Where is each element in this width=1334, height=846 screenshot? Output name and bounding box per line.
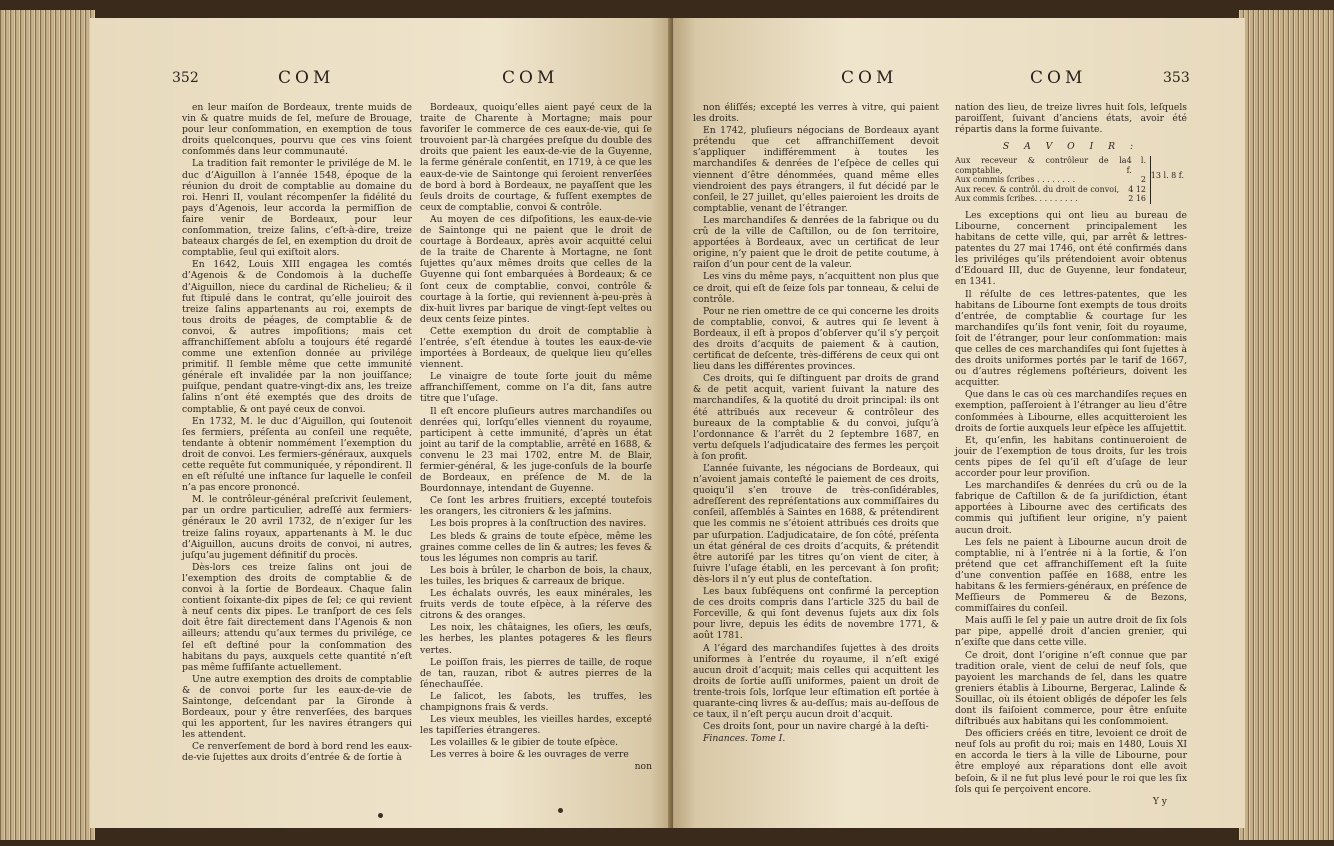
paragraph: Les ſels ne paient à Libourne aucun droit de comptablie, ni à l’entrée ni à la ſortie, & l’on prétend que cet affranchiſſement eſt la ſuite d’une convention paſſée en 1688, entre les habitans & les fermiers-généraux, en préſence de Meſſieurs de Pommereu & de Bezons, commiſſaires du conſeil.: [955, 536, 1187, 615]
paragraph: Les bois à brûler, le charbon de bois, la chaux, les tuiles, les briques & carreaux de brique.: [420, 564, 652, 587]
paragraph: Que dans le cas où ces marchandiſes reçues en exemption, paſſeroient à l’étranger au lieu d’être conſommées à Libourne, elles acquitteroient les droits de ſortie auxquels leur eſpèce les aſſujettit.: [955, 389, 1187, 434]
paragraph: Dès-lors ces treize ſalins ont joui de l’exemption des droits de comptablie & de convoi à la ſortie de Bordeaux. Chaque ſalin contient ſoixante-dix pipes de ſel; ce qui revient à neuf cents dix pipes. Le tranſport de ces ſels doit être fait directement dans l’Agenois & non ailleurs; attendu qu’aux termes du privilége, ce ſel eſt deſtiné pour la conſommation des habitans du pays, auxquels cette quantité n’eſt pas même ſuffiſante actuellement.: [182, 561, 412, 673]
paragraph: En 1642, Louis XIII engagea les comtés d’Agenois & de Condomois à la ducheſſe d’Aiguillon, niece du cardinal de Richelieu; & il fut ſtipulé dans le contrat, qu’elle jouiroit des treize ſalins appartenants au roi, exempts de tous droits de péages, de comptablie & de convoi, & autres impoſitions; mais cet affranchiſſement abſolu a toujours été regardé comme une extenſion donnée au privilége primitif. Il ſemble même que cette immunité générale eſt invalidée par la non jouiſſance; puiſque, pendant quatre-vingt-dix ans, les treize ſalins n’ont été exemptés que des droits de comptablie, & ont payé ceux de convoi.: [182, 259, 412, 415]
page-number-left: 352: [172, 70, 199, 86]
page-mark-dot: [558, 808, 563, 813]
paragraph: Et, qu’enfin, les habitans continueroient de jouir de l’exemption de tous droits, ſur les trois cents pipes de ſel qu’il eſt d’uſage de leur accorder pour leur proviſion.: [955, 434, 1187, 480]
fee-label: Aux recev. & contrôl. du droit de convoi,: [955, 184, 1120, 194]
fee-label: Aux commis ſcribes. . . . . . . . .: [955, 194, 1078, 204]
paragraph: Les marchandiſes & denrées du crû ou de la fabrique de Caſtillon & de ſa juriſdiction, étant apportées à Libourne avec des certificats des commis qui juſtifient leur origine, n’y paient aucun droit.: [955, 480, 1187, 536]
running-head-right-2: COM: [1030, 68, 1087, 88]
paragraph: Le ſalicot, les ſabots, les truffes, les champignons frais & verds.: [420, 690, 652, 713]
fee-row: [955, 175, 1146, 185]
catchword: non: [634, 761, 652, 773]
paragraph: Le poiſſon frais, les pierres de taille, de roque de tan, rauzan, ribot & autres pierres de la ſénechauſſée.: [420, 656, 652, 690]
running-head-left-2: COM: [502, 68, 559, 88]
paragraph: Ce renverſement de bord à bord rend les eaux-de-vie ſujettes aux droits d’entrée & de ſortie à: [182, 741, 412, 764]
page-mark-dot: [378, 813, 383, 818]
paragraph: Les bois propres à la conſtruction des navires.: [430, 518, 647, 530]
paragraph: Au moyen de ces diſpoſitions, les eaux-de-vie de Saintonge qui ne paient que le droit de courtage à Bordeaux, après avoir acquitté celui de la traite de Charente à Mortagne, ne ſont ſujettes qu’aux mêmes droits que celles de la Guyenne qui ſont embarquées à Bordeaux; & ce ſont ceux de comptablie, convoi, contrôle & courtage à la ſortie, qui reviennent à-peu-près à dix-huit livres par barique de vingt-ſept veltes ou deux cents ſeize pintes.: [420, 213, 652, 325]
fee-row: [955, 156, 1146, 175]
right-page-edges: [1239, 10, 1334, 840]
paragraph: Il eſt encore pluſieurs autres marchandiſes ou denrées qui, lorſqu’elles viennent du royaume, participent à cette immunité, d’après un état joint au tarif de la comptablie, arrêté en 1688, & convenu le 23 mai 1702, entre M. de Blair, fermier-général, & les juge-conſuls de la bourſe de Bordeaux, en préſence de M. de la Bourdonnaye, intendant de Guyenne.: [420, 405, 652, 495]
paragraph: Il réſulte de ces lettres-patentes, que les habitans de Libourne ſont exempts de tous droits d’entrée, de comptablie & courtage ſur les marchandiſes qu’ils font venir, ſoit du royaume, ſoit de l’étranger, pour leur conſommation: mais que celles de ces marchandiſes qui ſont ſujettes à des droits uniformes portés par le tarif de 1667, ou d’autres réglemens poſtérieurs, doivent les acquitter.: [955, 288, 1187, 389]
paragraph: Les bleds & grains de toute eſpèce, même les graines comme celles de lin & autres; les feves & tous les légumes non compris au tarif.: [420, 530, 652, 564]
paragraph: Ce ſont les arbres fruitiers, excepté toutefois les orangers, les citroniers & les jaſmins.: [420, 495, 652, 518]
paragraph: A l’égard des marchandiſes ſujettes à des droits uniformes à l’entrée du royaume, il n’eſt exigé aucun droit d’acquit; mais celles qui acquittent les droits de ſortie auſſi uniformes, paient un droit de trente-trois ſols, lorſque leur eſtimation eſt portée à quarante-cinq livres & au-deſſus; mais au-deſſous de ce taux, il n’eſt perçu aucun droit d’acquit.: [693, 642, 939, 721]
paragraph: Des officiers créés en titre, levoient ce droit de neuf ſols au profit du roi; mais en 1480, Louis XI en accorda le tiers à la ville de Libourne, pour être employé aux réparations dont elle avoit beſoin, & il ne fut plus levé pour le roi que les ſix ſols qui ſe perçoivent encore.: [955, 728, 1187, 795]
fee-value: 4 12: [1128, 184, 1146, 194]
paragraph: Les exceptions qui ont lieu au bureau de Libourne, concernent principalement les habitans de cette ville, qui, par arrêt & lettres-patentes du 27 mai 1746, ont été confirmés dans les priviléges qu’ils prétendoient avoir obtenus d’Edouard III, duc de Guyenne, leur fondateur, en 1341.: [955, 209, 1187, 288]
fee-value: 2: [1140, 175, 1146, 185]
left-page-column-1: [182, 102, 412, 765]
paragraph: Les marchandiſes & denrées de la fabrique ou du crû de la ville de Caſtillon, ou de ſon territoire, apportées à Bordeaux, avec un certificat de leur origine, n’y paient que le droit de petite coutume, à raiſon d’un pour cent de la valeur.: [693, 214, 939, 271]
fee-value: 4 l. f.: [1126, 156, 1146, 175]
paragraph: Les baux ſubſéquens ont confirmé la perception de ces droits compris dans l’article 325 du bail de Forceville, & qui ſont devenus ſujets aux dix ſols pour livre, depuis les édits de novembre 1771, & août 1781.: [693, 586, 939, 642]
paragraph: En 1742, pluſieurs négocians de Bordeaux ayant prétendu que cet affranchiſſement devoit s’appliquer indifféremment à toutes les marchandiſes & denrées de l’eſpèce de celles qui viennent d’être dénommées, quand même elles viendroient des pays étrangers, il fut décidé par le conſeil, le 27 juillet, qu’elles paieroient les droits de comptablie, venant de l’étranger.: [693, 125, 939, 214]
paragraph: nation des lieu, de treize livres huit ſols, leſquels paroiſſent, ſuivant d’anciens états, avoir été répartis dans la forme ſuivante.: [955, 102, 1187, 136]
running-head-left-1: COM: [278, 68, 335, 88]
fee-row: [955, 185, 1146, 195]
left-page: [90, 18, 673, 828]
paragraph: Les vieux meubles, les vieilles hardes, excepté les tapiſſeries étrangeres.: [420, 714, 652, 737]
fee-table: [955, 156, 1184, 204]
paragraph: Les noix, les châtaignes, les oſiers, les œufs, les herbes, les plantes potageres & les fleurs vertes.: [420, 622, 652, 656]
paragraph: Une autre exemption des droits de comptablie & de convoi porte ſur les eaux-de-vie de Saintonge, deſcendant par la Gironde à Bordeaux, pour y être renverſées, des barques qui les apportent, ſur les navires étrangers qui les attendent.: [182, 673, 412, 741]
page-number-right: 353: [1163, 70, 1190, 86]
paragraph: Mais auſſi le ſel y paie un autre droit de ſix ſols par pipe, appellé droit d’ancien grenier, qui n’exiſte que dans cette ville.: [955, 615, 1187, 649]
savoir-heading: S A V O I R :: [1002, 141, 1140, 153]
paragraph: Les verres à boire & les ouvrages de verre: [430, 749, 629, 761]
footer-signature-line: Finances. Tome I.: [703, 733, 786, 745]
paragraph: Le vinaigre de toute ſorte jouit du même affranchiſſement, comme on l’a dit, ſans autre titre que l’uſage.: [420, 371, 652, 405]
fee-total: 13 l. 8 f.: [1150, 171, 1184, 181]
right-page-column-1: [693, 102, 939, 744]
right-page-column-2: [955, 102, 1187, 807]
fee-value: 2 16: [1128, 194, 1146, 204]
fee-label: Aux receveur & contrôleur de la comptablie,: [955, 156, 1127, 175]
paragraph: Les volailles & le gibier de toute eſpèce.: [430, 737, 619, 749]
paragraph: non éliſſés; excepté les verres à vitre, qui paient les droits.: [693, 102, 939, 125]
left-page-edges: [0, 10, 95, 840]
paragraph: L’année ſuivante, les négocians de Bordeaux, qui n’avoient jamais conteſté le paiement de ces droits, quoiqu’il s’en trouve de très-conſidérables, adreſſerent des repréſentations aux commiſſaires du conſeil, aſſemblés à Saintes en 1688, & prétendirent que les commis ne s’étoient attribués ces droits que par uſurpation. L’adjudicataire, de ſon côté, préſenta un état général de ces droits d’acquits, & prétendit être autoriſé par les titres qu’on vient de citer, à ſuivre l’uſage établi, en les percevant à ſon profit; dès-lors il n’y eut plus de conteſtation.: [693, 463, 939, 585]
running-head-right-1: COM: [841, 68, 898, 88]
paragraph: en leur maiſon de Bordeaux, trente muids de vin & quatre muids de ſel, meſure de Brouage, pour leur conſommation, en exemption de tous droits quelconques, pourvu que ces vins ſoient conſommés dans leur communauté.: [182, 102, 412, 158]
paragraph: Cette exemption du droit de comptablie à l’entrée, s’eſt étendue à toutes les eaux-de-vie importées à Bordeaux, de quelque lieu qu’elles viennent.: [420, 325, 652, 371]
paragraph: Ces droits ſont, pour un navire chargé à la deſti-: [703, 721, 929, 733]
paragraph: M. le contrôleur-général preſcrivit ſeulement, par un ordre particulier, adreſſé aux fermiers-généraux le 20 avril 1732, de n’exiger ſur les treize ſalins royaux, appartenants à M. le duc d’Aiguillon, aucuns droits de convoi, ni autres, juſqu’au jugement définitif du procès.: [182, 494, 412, 561]
signature-mark: Y y: [1152, 795, 1167, 807]
paragraph: Pour ne rien omettre de ce qui concerne les droits de comptablie, convoi, & autres qui ſe levent à Bordeaux, il eſt à propos d’obſerver qu’il s’y perçoit des droits d’acquits de paiement & à caution, certificat de deſcente, très-différens de ceux qui ont lieu dans les différentes provinces.: [693, 305, 939, 373]
paragraph: Les vins du même pays, n’acquittent non plus que ce droit, qui eſt de ſeize ſols par tonneau, & celui de contrôle.: [693, 271, 939, 305]
paragraph: En 1732, M. le duc d’Aiguillon, qui ſoutenoit ſes fermiers, préſenta au conſeil une requête, tendante à obtenir nommément l’exemption du droit de convoi. Les fermiers-généraux, auxquels cette requête fut communiquée, y répondirent. Il en eſt réſulté une inſtance ſur laquelle le conſeil n’a pas encore prononcé.: [182, 415, 412, 494]
paragraph: Ces droits, qui ſe diſtinguent par droits de grand & de petit acquit, varient ſuivant la nature des marchandiſes, & la quotité du droit principal: ils ont été attribués aux receveur & contrôleur des bureaux de la comptablie & du convoi, juſqu’à l’ordonnance & l’arrêt du 2 ſeptembre 1687, en vertu deſquels l’adjudicataire des fermes les perçoit à ſon profit.: [693, 373, 939, 462]
paragraph: Ce droit, dont l’origine n’eſt connue que par tradition orale, vient de celui de neuf ſols, que payoient les marchands de ſel, dans les quatre greniers établis à Libourne, Bergerac, Lalinde & Souillac, où ils étoient obligés de dépoſer les ſels dont ils faiſoient commerce, pour être enſuite diſtribués aux habitans qui les conſommoient.: [955, 649, 1187, 728]
fee-label: Aux commis ſcribes . . . . . . . .: [955, 175, 1076, 185]
left-page-column-2: [420, 102, 652, 773]
right-page: [673, 18, 1245, 828]
paragraph: Les échalats ouvrés, les eaux minérales, les fruits verds de toute eſpèce, à la réſerve des citrons & des oranges.: [420, 588, 652, 622]
fee-row: [955, 194, 1146, 204]
paragraph: Bordeaux, quoiqu’elles aient payé ceux de la traite de Charente à Mortagne; mais pour favoriſer le commerce de ces eaux-de-vie, qui ſe trouvoient par-là chargées preſque du double des droits que paient les eaux-de-vie de la Guyenne, la ferme générale conſentit, en 1719, à ce que les eaux-de-vie de Saintonge qui ſeroient renverſées de bord à bord à Bordeaux, ne payaſſent que les ſeuls droits de courtage, & fuſſent exemptes de ceux de comptablie, convoi & contrôle.: [420, 102, 652, 213]
paragraph: La tradition fait remonter le privilége de M. le duc d’Aiguillon à l’année 1548, époque de la réunion du droit de comptablie au domaine du roi. Henri II, voulant récompenſer la fidélité du pays d’Agenois, leur accorda la permiſſion de faire venir de Bordeaux, pour leur conſommation, treize ſalins, c’eſt-à-dire, treize bateaux chargés de ſel, en exemption du droit de comptablie, ſeul qui exiſtoit alors.: [182, 158, 412, 259]
